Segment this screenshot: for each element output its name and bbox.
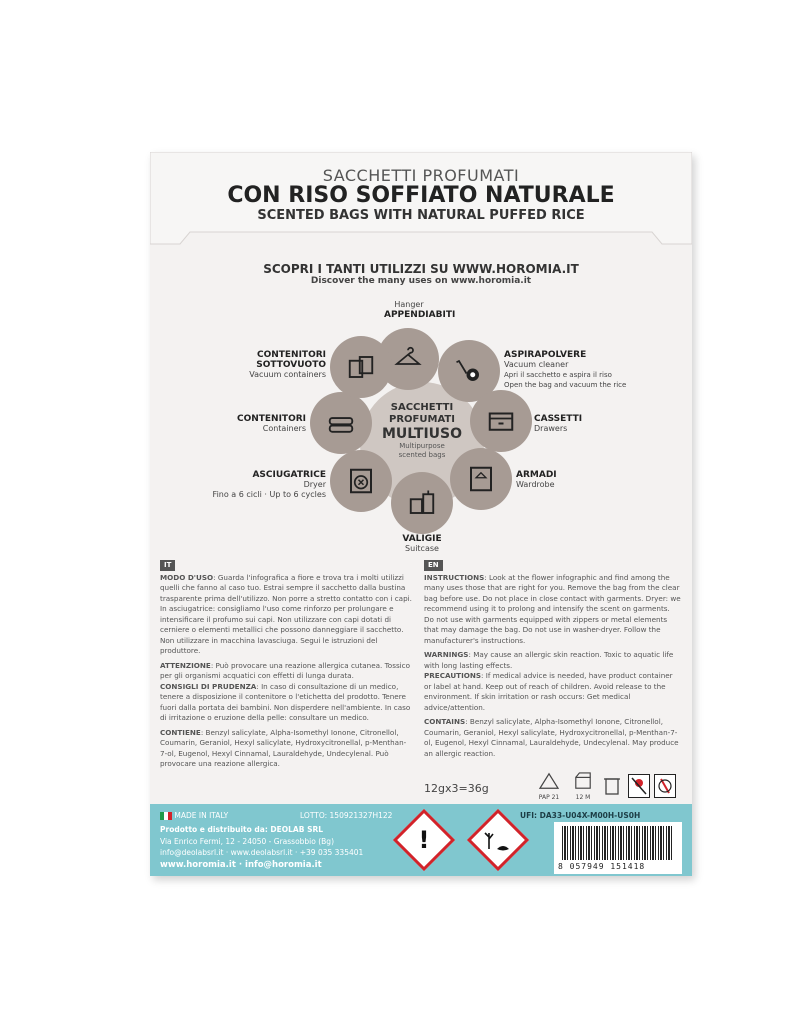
contacts: info@deolabsrl.it · www.deolabsrl.it · +39 035 335401 (160, 848, 364, 857)
bottom-info-band (150, 804, 692, 876)
barcode-number: 8 057949 151418 (558, 862, 646, 871)
trash-bin-icon (602, 774, 622, 796)
it-p1-head: MODO D'USO (160, 572, 214, 582)
suitcase-en: Suitcase (405, 544, 439, 553)
pao-symbol (570, 772, 596, 801)
en-p4-head: CONTAINS (424, 717, 466, 726)
ghs-exclamation-pictogram (393, 809, 455, 871)
italy-flag-icon (160, 812, 172, 820)
label-dryer (190, 470, 326, 500)
barcode (554, 822, 682, 874)
petal-drawers (470, 390, 532, 452)
dryer-icon (346, 466, 376, 496)
vacuum-containers-en: Vacuum containers (249, 370, 326, 379)
center-line-2: PROFUMATI (389, 414, 455, 425)
en-p3: : If medical advice is needed, have product container or label at hand. Keep out of reach of children. Avoid release to the environment. If skin irritation or rash occurs: Get medical advice/attention. (424, 671, 673, 712)
vacuum-containers-it2: SOTTOVUOTO (256, 360, 326, 370)
wardrobe-en: Wardrobe (516, 480, 555, 489)
petal-containers (310, 392, 372, 454)
discover-it: SCOPRI I TANTI UTILIZZI SU WWW.HOROMIA.IT (263, 262, 579, 276)
label-hanger (384, 300, 456, 320)
en-p2-head: WARNINGS (424, 650, 469, 659)
vacuum-containers-it1: CONTENITORI (256, 350, 326, 360)
english-text-column (424, 560, 682, 759)
dead-tree-fish-icon (479, 821, 517, 859)
title-line-3: SCENTED BAGS WITH NATURAL PUFFED RICE (257, 208, 585, 223)
it-p4: : Benzyl salicylate, Alpha-Isomethyl Ionone, Citronellol, Coumarin, Geraniol, Hexyl salicylate, Hydroxycitronellal, p-Menthan-7-ol, Eugenol, Hexyl Cinnamal, Lauraldehyde, Undecylenal. Può provocare una reazione allergica. (160, 727, 407, 768)
pao-value: 12 M (575, 794, 591, 801)
hanger-it: APPENDIABITI (384, 310, 456, 320)
containers-en: Containers (262, 424, 306, 433)
petal-dryer (330, 450, 392, 512)
containers-it: CONTENITORI (236, 414, 306, 424)
barcode-bars (562, 826, 674, 860)
italian-text-column (160, 560, 412, 770)
product-box-back (150, 152, 692, 876)
title-block (150, 166, 692, 223)
it-p3-head: CONSIGLI DI PRUDENZA (160, 681, 257, 691)
discover-block (150, 262, 692, 286)
made-in-italy (160, 810, 228, 821)
ufi-code: UFI: DA33-U04X-M00H-US0H (520, 811, 641, 820)
keep-away-children-icon (628, 774, 650, 798)
title-line-2: CON RISO SOFFIATO NATURALE (227, 183, 615, 208)
petal-vacuum-containers (330, 336, 392, 398)
container-icon (326, 408, 356, 438)
drawers-it: CASSETTI (534, 414, 583, 424)
exclamation-icon: ! (418, 826, 430, 854)
dryer-en: Dryer (303, 480, 326, 489)
center-line-1: SACCHETTI (390, 402, 454, 413)
website: www.horomia.it · info@horomia.it (160, 860, 322, 870)
it-p4-head: CONTIENE (160, 727, 201, 737)
vacuum-note-it: Apri il sacchetto e aspira il riso (504, 371, 612, 379)
discover-en: Discover the many uses on www.horomia.it (310, 276, 532, 286)
dryer-note: Fino a 6 cicli · Up to 6 cycles (212, 490, 326, 499)
en-p4: : Benzyl salicylate, Alpha-Isomethyl Ionone, Citronellol, Coumarin, Geraniol, Hexyl salicylate, Hydroxycitronellal, p-Menthan-7-ol, Eugenol, Hexyl Cinnamal, Lauraldehyde, Undecylenal. May produce an allergic reaction. (424, 717, 679, 758)
center-line-4: Multipurpose (399, 442, 445, 450)
net-weight: 12gx3=36g (424, 782, 489, 795)
drawer-icon (486, 406, 516, 436)
title-line-1: SACCHETTI PROFUMATI (322, 166, 520, 185)
hanger-icon (393, 344, 423, 374)
open-jar-icon (572, 772, 594, 790)
en-p1: : Look at the flower infographic and find among the many uses those that are right for you. Remove the bag from the clear bag before use. Do not place in close contact with garments. Dryer: we recommend using it to prolong and intensify the scent on garments. Do not use with garments equipped with zippers or metal elements that may damage the bag. Do not use in washer-dryer. Follow the manufacturer's instructions. (424, 572, 681, 645)
drawers-en: Drawers (534, 424, 568, 433)
wardrobe-icon (466, 464, 496, 494)
vacuum-en: Vacuum cleaner (504, 360, 569, 369)
it-p3: : In caso di consultazione di un medico, tenere a disposizione il contenitore o l'etichetta del prodotto. Tenere fuori dalla portata dei bambini. Non disperdere nell'ambiente. In caso di irritazione o eruzione della pelle: consultare un medico. (160, 681, 411, 722)
petal-suitcase (391, 472, 453, 534)
label-suitcase (394, 534, 450, 554)
producer: Prodotto e distribuito da: DEOLAB SRL (160, 825, 324, 834)
label-wardrobe (516, 470, 557, 490)
label-containers (210, 414, 306, 434)
dryer-it: ASCIUGATRICE (252, 470, 326, 480)
label-drawers (534, 414, 582, 434)
recycle-code: PAP 21 (538, 794, 560, 801)
en-p3-head: PRECAUTIONS (424, 671, 482, 680)
en-p2: : May cause an allergic skin reaction. Toxic to aquatic life with long lasting effects. (424, 650, 674, 670)
center-line-5: scented bags (398, 451, 446, 459)
made-in-label: MADE IN ITALY (174, 811, 229, 820)
it-p2: : Può provocare una reazione allergica cutanea. Tossico per gli organismi acquatici con effetti di lunga durata. (160, 660, 411, 680)
center-line-3: MULTIUSO (381, 426, 462, 442)
en-p1-head: INSTRUCTIONS (424, 572, 485, 582)
it-p2-head: ATTENZIONE (160, 660, 211, 670)
vacuum-container-icon (346, 352, 376, 382)
it-p1: : Guarda l'infografica a fiore e trova tra i molti utilizzi quelli che fanno al caso tuo. Estrai sempre il sacchetto dalla bustina trasparente prima dell'utilizzo. Non porre a stretto contatto con i capi. In asciugatrice: consigliamo l'uso come rinforzo per prolungare e intensificare il profumo sui capi. Non utilizzare con capi dotati di cerniere o elementi metallici che possono danneggiare il sacchetto. Non utilizzare in macchina lavasciuga. Segui le istruzioni del produttore. (160, 572, 412, 655)
no-ingestion-icon (654, 774, 676, 798)
petal-wardrobe (450, 448, 512, 510)
lang-tag-en: EN (424, 560, 443, 571)
vacuum-note-en: Open the bag and vacuum the rice (504, 381, 627, 389)
hanger-en: Hanger (394, 300, 424, 309)
vacuum-it: ASPIRAPOLVERE (504, 350, 587, 360)
suitcase-it: VALIGIE (402, 534, 442, 544)
vacuum-cleaner-icon (454, 356, 484, 386)
lang-tag-it: IT (160, 560, 175, 571)
address: Via Enrico Fermi, 12 - 24050 - Grassobbio (Bg) (160, 837, 334, 846)
recycle-symbol (534, 772, 564, 801)
recycle-icon (538, 772, 560, 790)
lot-number: LOTTO: 150921327H122 (300, 811, 393, 820)
label-vacuum (504, 350, 684, 390)
suitcase-icon (407, 488, 437, 518)
wardrobe-it: ARMADI (516, 470, 557, 480)
label-vacuum-containers (210, 350, 326, 380)
